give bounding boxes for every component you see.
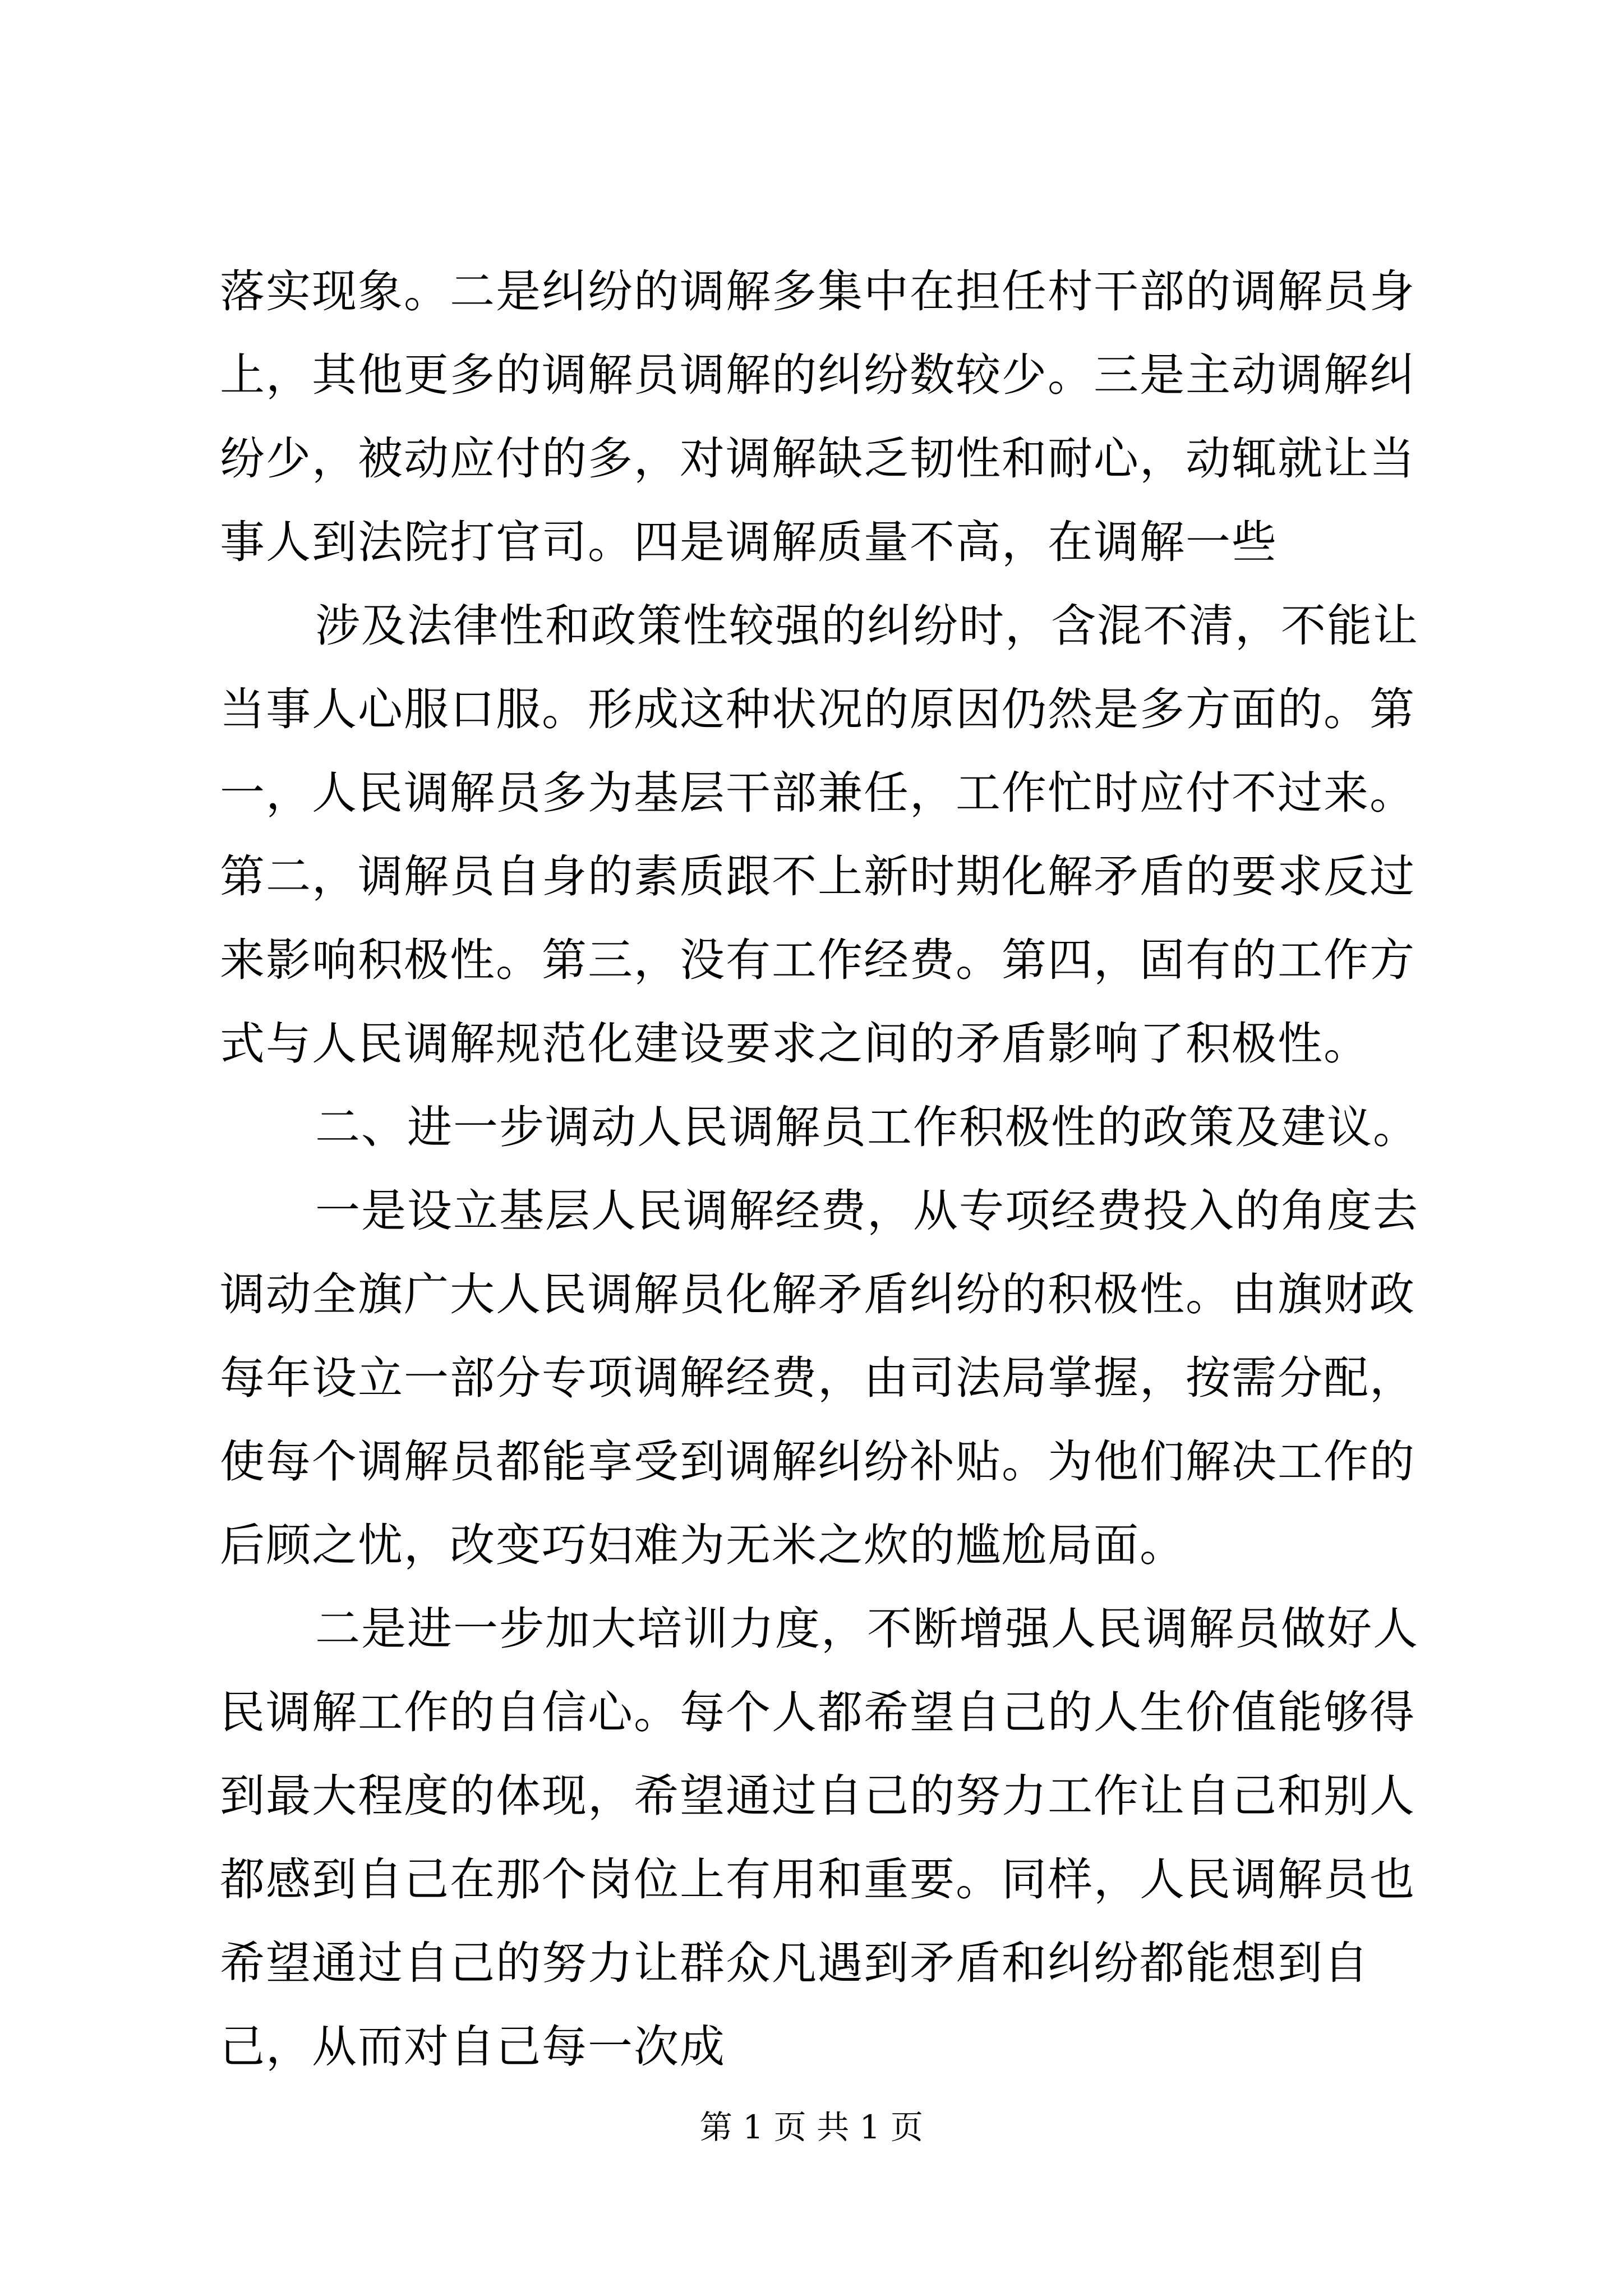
paragraph-4: 二是进一步加大培训力度，不断增强人民调解员做好人民调解工作的自信心。每个人都希望自己的人生价值能够得到最大程度的体现，希望通过自己的努力工作让自己和别人都感到自己在那个岗位上有用和重要。同样，人民调解员也希望通过自己的努力让群众凡遇到矛盾和纠纷都能想到自己，从而对自己每一次成 xyxy=(220,1603,1419,2073)
paragraph-3: 一是设立基层人民调解经费，从专项经费投入的角度去调动全旗广大人民调解员化解矛盾纠纷的积极性。由旗财政每年设立一部分专项调解经费，由司法局掌握，按需分配，使每个调解员都能享受到调解纠纷补贴。为他们解决工作的后顾之忧，改变巧妇难为无米之炊的尴尬局面。 xyxy=(220,1185,1419,1571)
document-body xyxy=(220,250,1420,2088)
section-heading: 二、进一步调动人民调解员工作积极性的政策及建议。 xyxy=(315,1101,1419,1153)
page-footer: 第 1 页 共 1 页 xyxy=(700,2108,923,2146)
paragraph-1: 落实现象。二是纠纷的调解多集中在担任村干部的调解员身上，其他更多的调解员调解的纠纷数较少。三是主动调解纠纷少，被动应付的多，对调解缺乏韧性和耐心，动辄就让当事人到法院打官司。四是调解质量不高，在调解一些 xyxy=(220,265,1415,568)
paragraph-2: 涉及法律性和政策性较强的纠纷时，含混不清，不能让当事人心服口服。形成这种状况的原因仍然是多方面的。第一，人民调解员多为基层干部兼任，工作忙时应付不过来。第二，调解员自身的素质跟不上新时期化解矛盾的要求反过来影响积极性。第三，没有工作经费。第四，固有的工作方式与人民调解规范化建设要求之间的矛盾影响了积极性。 xyxy=(220,600,1419,1070)
